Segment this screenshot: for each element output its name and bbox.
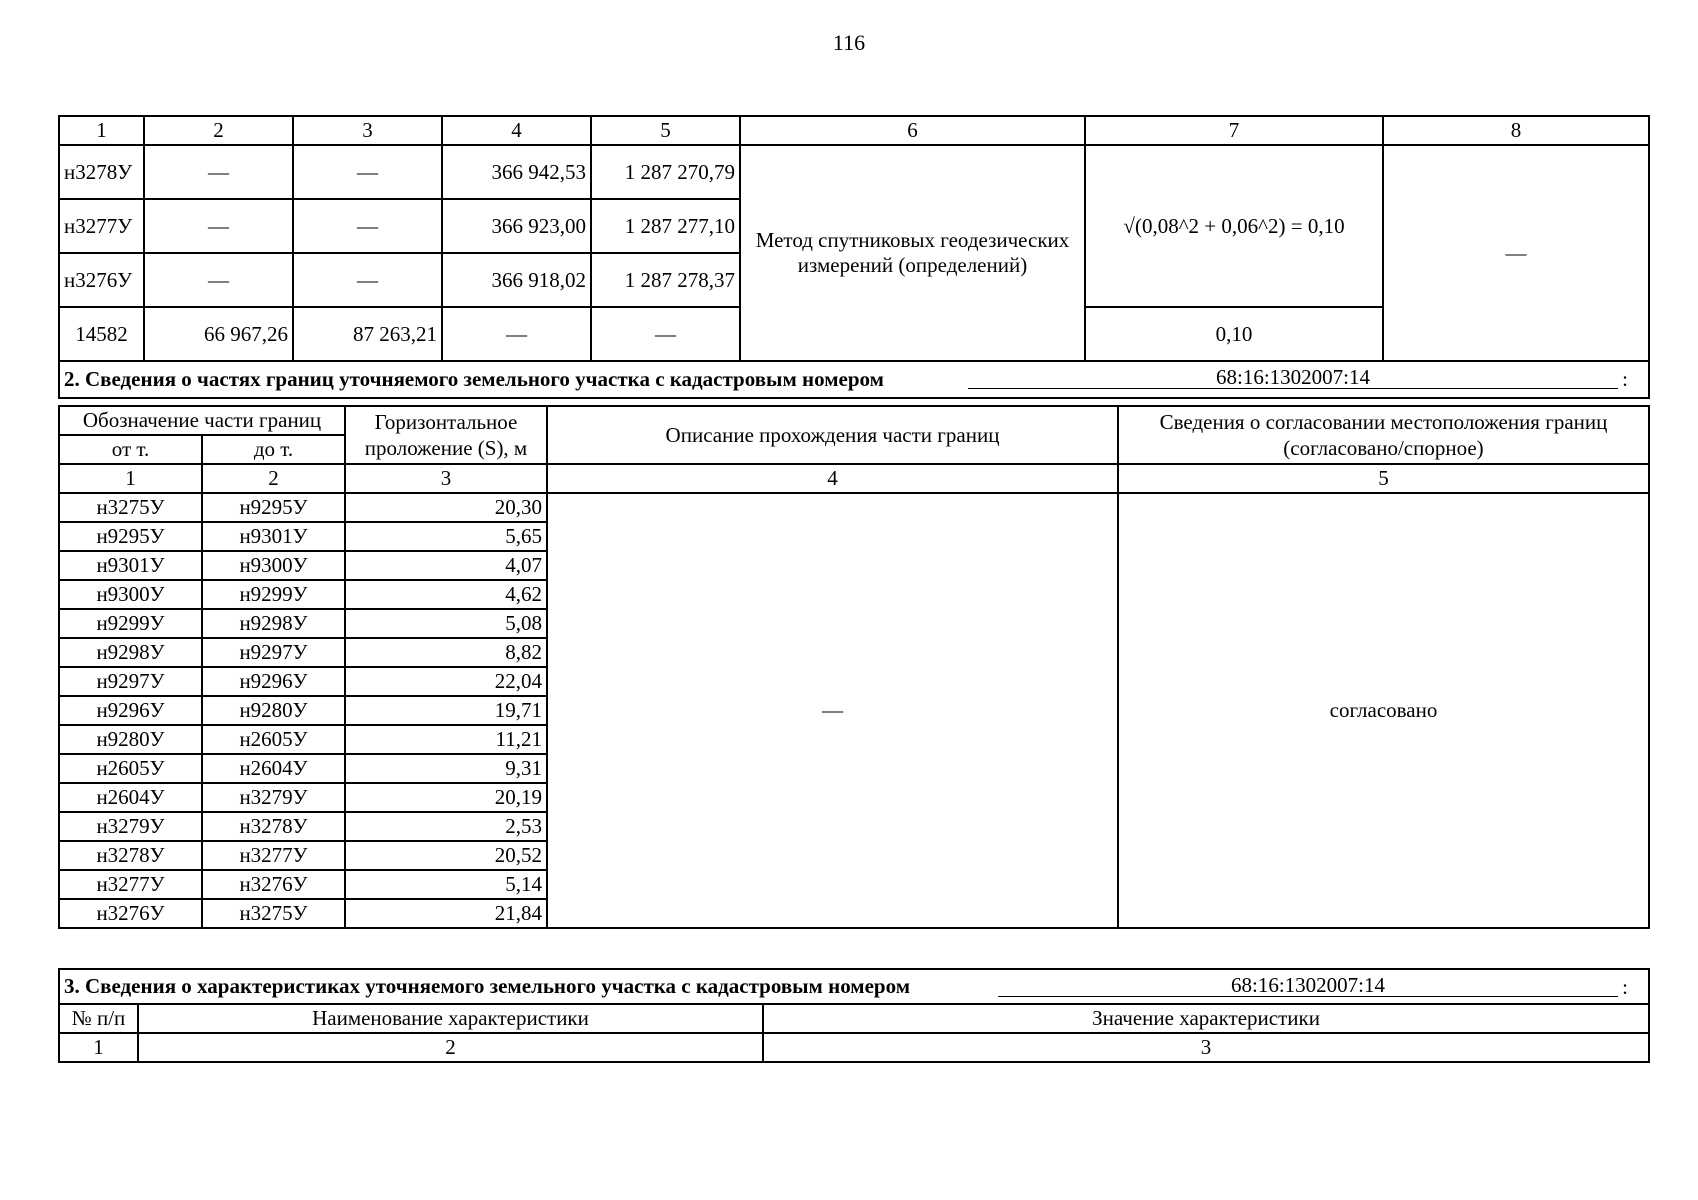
col-number: 8	[1383, 116, 1649, 145]
to-point: н9295У	[202, 493, 345, 522]
new-x: 366 923,00	[442, 199, 591, 253]
old-y: —	[293, 199, 442, 253]
to-point: н9298У	[202, 609, 345, 638]
description-header: Описание прохождения части границ	[547, 406, 1118, 464]
new-y: —	[591, 307, 740, 361]
distance: 4,07	[345, 551, 547, 580]
new-x: 366 942,53	[442, 145, 591, 199]
from-point: н3277У	[59, 870, 202, 899]
from-point: н9300У	[59, 580, 202, 609]
distance: 22,04	[345, 667, 547, 696]
table-row	[59, 145, 1649, 199]
from-point: н9301У	[59, 551, 202, 580]
characteristics-table	[58, 968, 1650, 1063]
distance: 5,08	[345, 609, 547, 638]
distance: 20,30	[345, 493, 547, 522]
method-cell: Метод спутниковых геодезических измерений (определений)	[740, 145, 1085, 361]
old-x: 66 967,26	[144, 307, 293, 361]
from-point: н9298У	[59, 638, 202, 667]
col-number: 2	[138, 1033, 763, 1062]
new-y: 1 287 277,10	[591, 199, 740, 253]
distance: 2,53	[345, 812, 547, 841]
distance: 5,14	[345, 870, 547, 899]
old-x: —	[144, 199, 293, 253]
from-point: н9299У	[59, 609, 202, 638]
to-point: н2605У	[202, 725, 345, 754]
to-header: до т.	[202, 435, 345, 464]
value-header: Значение характеристики	[763, 1004, 1649, 1033]
section3-cadastral-number: 68:16:1302007:14	[998, 974, 1618, 997]
col-number: 4	[547, 464, 1118, 493]
old-x: —	[144, 253, 293, 307]
section2-header	[59, 361, 1649, 398]
table-row	[59, 493, 1649, 522]
col-number: 6	[740, 116, 1085, 145]
from-point: н9295У	[59, 522, 202, 551]
col-number: 1	[59, 1033, 138, 1062]
distance: 5,65	[345, 522, 547, 551]
boundary-header-row	[59, 406, 1649, 435]
designation-header: Обозначение части границ	[59, 406, 345, 435]
accuracy-last: 0,10	[1085, 307, 1383, 361]
col-number: 2	[202, 464, 345, 493]
to-point: н3275У	[202, 899, 345, 928]
old-y: —	[293, 253, 442, 307]
new-y: 1 287 270,79	[591, 145, 740, 199]
point-name: н3276У	[59, 253, 144, 307]
distance: 8,82	[345, 638, 547, 667]
col-number: 1	[59, 116, 144, 145]
from-point: н9280У	[59, 725, 202, 754]
point-name: н3278У	[59, 145, 144, 199]
from-point: н2605У	[59, 754, 202, 783]
section3-title: 3. Сведения о характеристиках уточняемого земельного участка с кадастровым номером	[64, 974, 911, 998]
horizontal-header: Горизонтальное проложение (S), м	[345, 406, 547, 464]
col-number: 3	[763, 1033, 1649, 1062]
section2-cadastral-number: 68:16:1302007:14	[968, 366, 1618, 389]
col-number: 1	[59, 464, 202, 493]
from-point: н3279У	[59, 812, 202, 841]
agreement-header: Сведения о согласовании местоположения границ (согласовано/спорное)	[1118, 406, 1649, 464]
new-y: 1 287 278,37	[591, 253, 740, 307]
old-y: 87 263,21	[293, 307, 442, 361]
col-number: 5	[1118, 464, 1649, 493]
col-number: 2	[144, 116, 293, 145]
coordinates-table	[58, 115, 1650, 399]
to-point: н3279У	[202, 783, 345, 812]
old-y: —	[293, 145, 442, 199]
to-point: н9296У	[202, 667, 345, 696]
new-x: 366 918,02	[442, 253, 591, 307]
agreement-value: согласовано	[1118, 493, 1649, 928]
point-name: н3277У	[59, 199, 144, 253]
num-header: № п/п	[59, 1004, 138, 1033]
description-value: —	[547, 493, 1118, 928]
section3-header	[59, 969, 1649, 1004]
old-x: —	[144, 145, 293, 199]
to-point: н3278У	[202, 812, 345, 841]
distance: 19,71	[345, 696, 547, 725]
from-point: н3278У	[59, 841, 202, 870]
distance: 21,84	[345, 899, 547, 928]
to-point: н3277У	[202, 841, 345, 870]
from-point: н3276У	[59, 899, 202, 928]
characteristics-colnum-row	[59, 1033, 1649, 1062]
to-point: н9301У	[202, 522, 345, 551]
distance: 9,31	[345, 754, 547, 783]
from-point: н2604У	[59, 783, 202, 812]
distance: 20,19	[345, 783, 547, 812]
to-point: н3276У	[202, 870, 345, 899]
distance: 4,62	[345, 580, 547, 609]
to-point: н9297У	[202, 638, 345, 667]
section2-colon: :	[1622, 367, 1628, 391]
to-point: н9280У	[202, 696, 345, 725]
distance: 11,21	[345, 725, 547, 754]
from-point: н9296У	[59, 696, 202, 725]
section2-title: 2. Сведения о частях границ уточняемого земельного участка с кадастровым номером	[64, 367, 884, 391]
col-number: 5	[591, 116, 740, 145]
to-point: н2604У	[202, 754, 345, 783]
point-name: 14582	[59, 307, 144, 361]
distance: 20,52	[345, 841, 547, 870]
boundary-colnum-row	[59, 464, 1649, 493]
section3-colon: :	[1622, 975, 1628, 999]
name-header: Наименование характеристики	[138, 1004, 763, 1033]
from-point: н3275У	[59, 493, 202, 522]
from-point: н9297У	[59, 667, 202, 696]
characteristics-header-row	[59, 1004, 1649, 1033]
col-number: 3	[293, 116, 442, 145]
col8-value: —	[1383, 145, 1649, 361]
col-number: 3	[345, 464, 547, 493]
to-point: н9300У	[202, 551, 345, 580]
accuracy-formula: √(0,08^2 + 0,06^2) = 0,10	[1085, 145, 1383, 307]
coordinates-header-row	[59, 116, 1649, 145]
col-number: 7	[1085, 116, 1383, 145]
page-number: 116	[832, 30, 866, 55]
boundary-parts-table	[58, 405, 1650, 929]
to-point: н9299У	[202, 580, 345, 609]
new-x: —	[442, 307, 591, 361]
from-header: от т.	[59, 435, 202, 464]
col-number: 4	[442, 116, 591, 145]
